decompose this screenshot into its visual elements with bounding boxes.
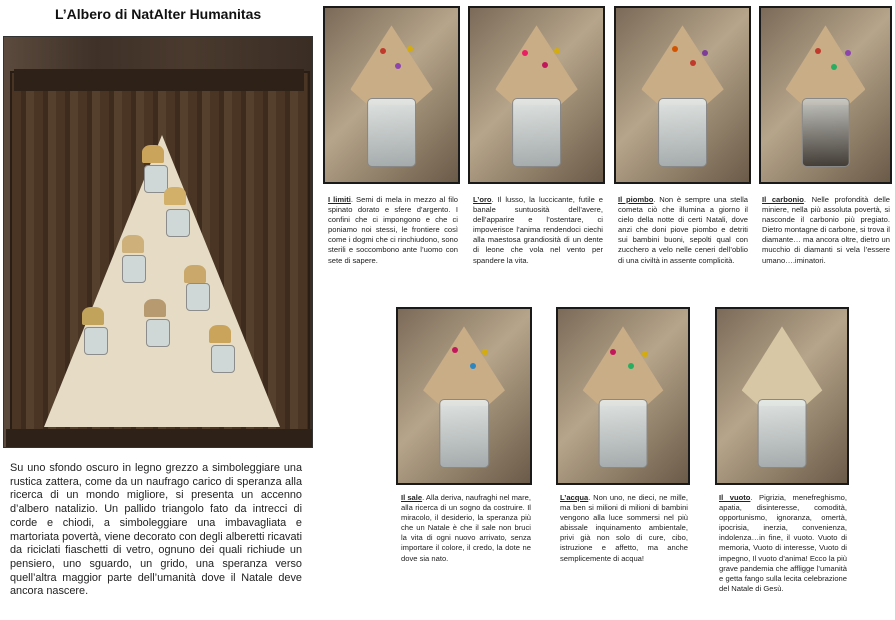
sequin: [395, 63, 401, 69]
card-text-carbonio: Il carbonio. Nelle profondità delle miniere, nella più assoluta povertà, si nasconde il carbonio più pregiato. Dietro montagne di carbone, si trova il diamante… ma ancora oltre, dietro un mucchio di diamanti si vela l’essere umano….iminatori.: [762, 195, 890, 265]
card-image-limiti: [323, 6, 460, 184]
glass-jar: [658, 98, 708, 166]
ornament: [144, 299, 166, 317]
glass-jar: [367, 98, 417, 166]
jar: [146, 319, 170, 347]
glass-jar: [439, 399, 489, 467]
sequin: [815, 48, 821, 54]
leaf-ornament: [742, 326, 823, 406]
sequin: [380, 48, 386, 54]
tree-photo: [3, 36, 313, 448]
glass-jar: [512, 98, 562, 166]
ornament: [164, 187, 186, 205]
jar: [211, 345, 235, 373]
sequin: [642, 351, 648, 357]
jar: [186, 283, 210, 311]
sequin: [690, 60, 696, 66]
card-text-acqua: L’acqua. Non uno, ne dieci, ne mille, ma ben si milioni di milioni di bambini vengono alla luce sommersi nel più abissale inquinamento ambientale, privi già non solo di cure, cibo, istruzione e affetto, ma anche semplicemente di acqua!: [560, 493, 688, 563]
sequin: [452, 347, 458, 353]
card-text-sale: Il sale. Alla deriva, naufraghi nel mare, alla ricerca di un sogno da costruire. Il miracolo, il desiderio, la speranza più che un Natale è che il sale non bruci la vita di ogni nuovo arrivato, senza importare il colore, il credo, la dote ne dove sia nato.: [401, 493, 532, 563]
sequin: [628, 363, 634, 369]
ornament: [142, 145, 164, 163]
ornament: [122, 235, 144, 253]
leaf-ornament: [495, 25, 577, 105]
card-image-oro: [468, 6, 605, 184]
sequin: [522, 50, 528, 56]
leaf-ornament: [350, 25, 432, 105]
leaf-ornament: [423, 326, 505, 406]
leaf-ornament: [641, 25, 723, 105]
card-text-piombo: Il piombo. Non è sempre una stella cometa ciò che illumina a giorno il cielo della notte di certi Natali, dove anzi che doni piove piombo e detriti sui bambini buoni, sepolti qual con zucchero a velo nelle ceneri dell’oblio di una civiltà in assente complicità.: [618, 195, 749, 265]
jar: [122, 255, 146, 283]
description-paragraph: Su uno sfondo oscuro in legno grezzo a simboleggiare una rustica zattera, come da un naufrago carico di speranza alla ricerca di un mondo migliore, si presenta un accenno d’albero natalizio. Un pallido triangolo fato da intrecci di corde e chiodi, a simboleggiare una imbavagliata e martoriata povertà, viene decorato con degli alberetti ricavati da riciclati fiaschetti di vetro, ognuno dei quali richiude un pensiero, uno sguardo, un grido, una speranza verso quell’altra maggior parte dell’umanità dove il Natale deve ancora nascere.: [10, 462, 302, 598]
ornament: [82, 307, 104, 325]
page-title: L’Albero di NatAlter Humanitas: [55, 6, 262, 22]
sequin: [610, 349, 616, 355]
card-text-vuoto: Il vuoto. Pigrizia, menefreghismo, apatia, disinteresse, comodità, opportunismo, ignoranza, omertà, ipocrisia, inerzia, convenienza, indolenza…in fine, il vuoto. Vuoto di memoria, Vuoto di interesse, Vuoto di impegno, Il vuoto d’anima! Ecco la più grave pandemia che affligge l’umanità e getta fango sulla lecita celebrazione del Natale di Gesù.: [719, 493, 847, 593]
jar: [144, 165, 168, 193]
card-text-oro: L’oro. Il lusso, la luccicante, futile e banale suntuosità dell’avere, dell’apparire e l’ostentare, ci impoverisce l’anima rendendoci ciechi alla maestosa grandiosità di un dente di leone che vola nel vento per spandere la vita.: [473, 195, 603, 265]
leaf-ornament: [786, 25, 866, 105]
sequin: [554, 48, 560, 54]
card-image-piombo: [614, 6, 751, 184]
jar: [84, 327, 108, 355]
glass-jar: [801, 98, 849, 166]
board-frame-top: [14, 69, 304, 91]
glass-jar: [758, 399, 807, 467]
card-image-acqua: [556, 307, 690, 485]
board-frame-bottom: [6, 429, 312, 448]
ornament: [184, 265, 206, 283]
card-text-limiti: I limiti. Semi di mela in mezzo al filo spinato dorato e sfere d’argento. I confini che ci impongono e che ci poniamo noi stessi, le frontiere così come i dogmi che ci rinchiudono, sono sterili e soccombono ante l’uomo con sete di sapere.: [328, 195, 458, 265]
leaf-ornament: [583, 326, 664, 406]
sequin: [702, 50, 708, 56]
sequin: [845, 50, 851, 56]
sequin: [542, 62, 548, 68]
sequin: [831, 64, 837, 70]
ornament: [209, 325, 231, 343]
card-image-sale: [396, 307, 532, 485]
sequin: [407, 46, 413, 52]
card-image-carbonio: [759, 6, 892, 184]
sequin: [672, 46, 678, 52]
jar: [166, 209, 190, 237]
sequin: [482, 349, 488, 355]
sequin: [470, 363, 476, 369]
glass-jar: [599, 399, 648, 467]
card-image-vuoto: [715, 307, 849, 485]
